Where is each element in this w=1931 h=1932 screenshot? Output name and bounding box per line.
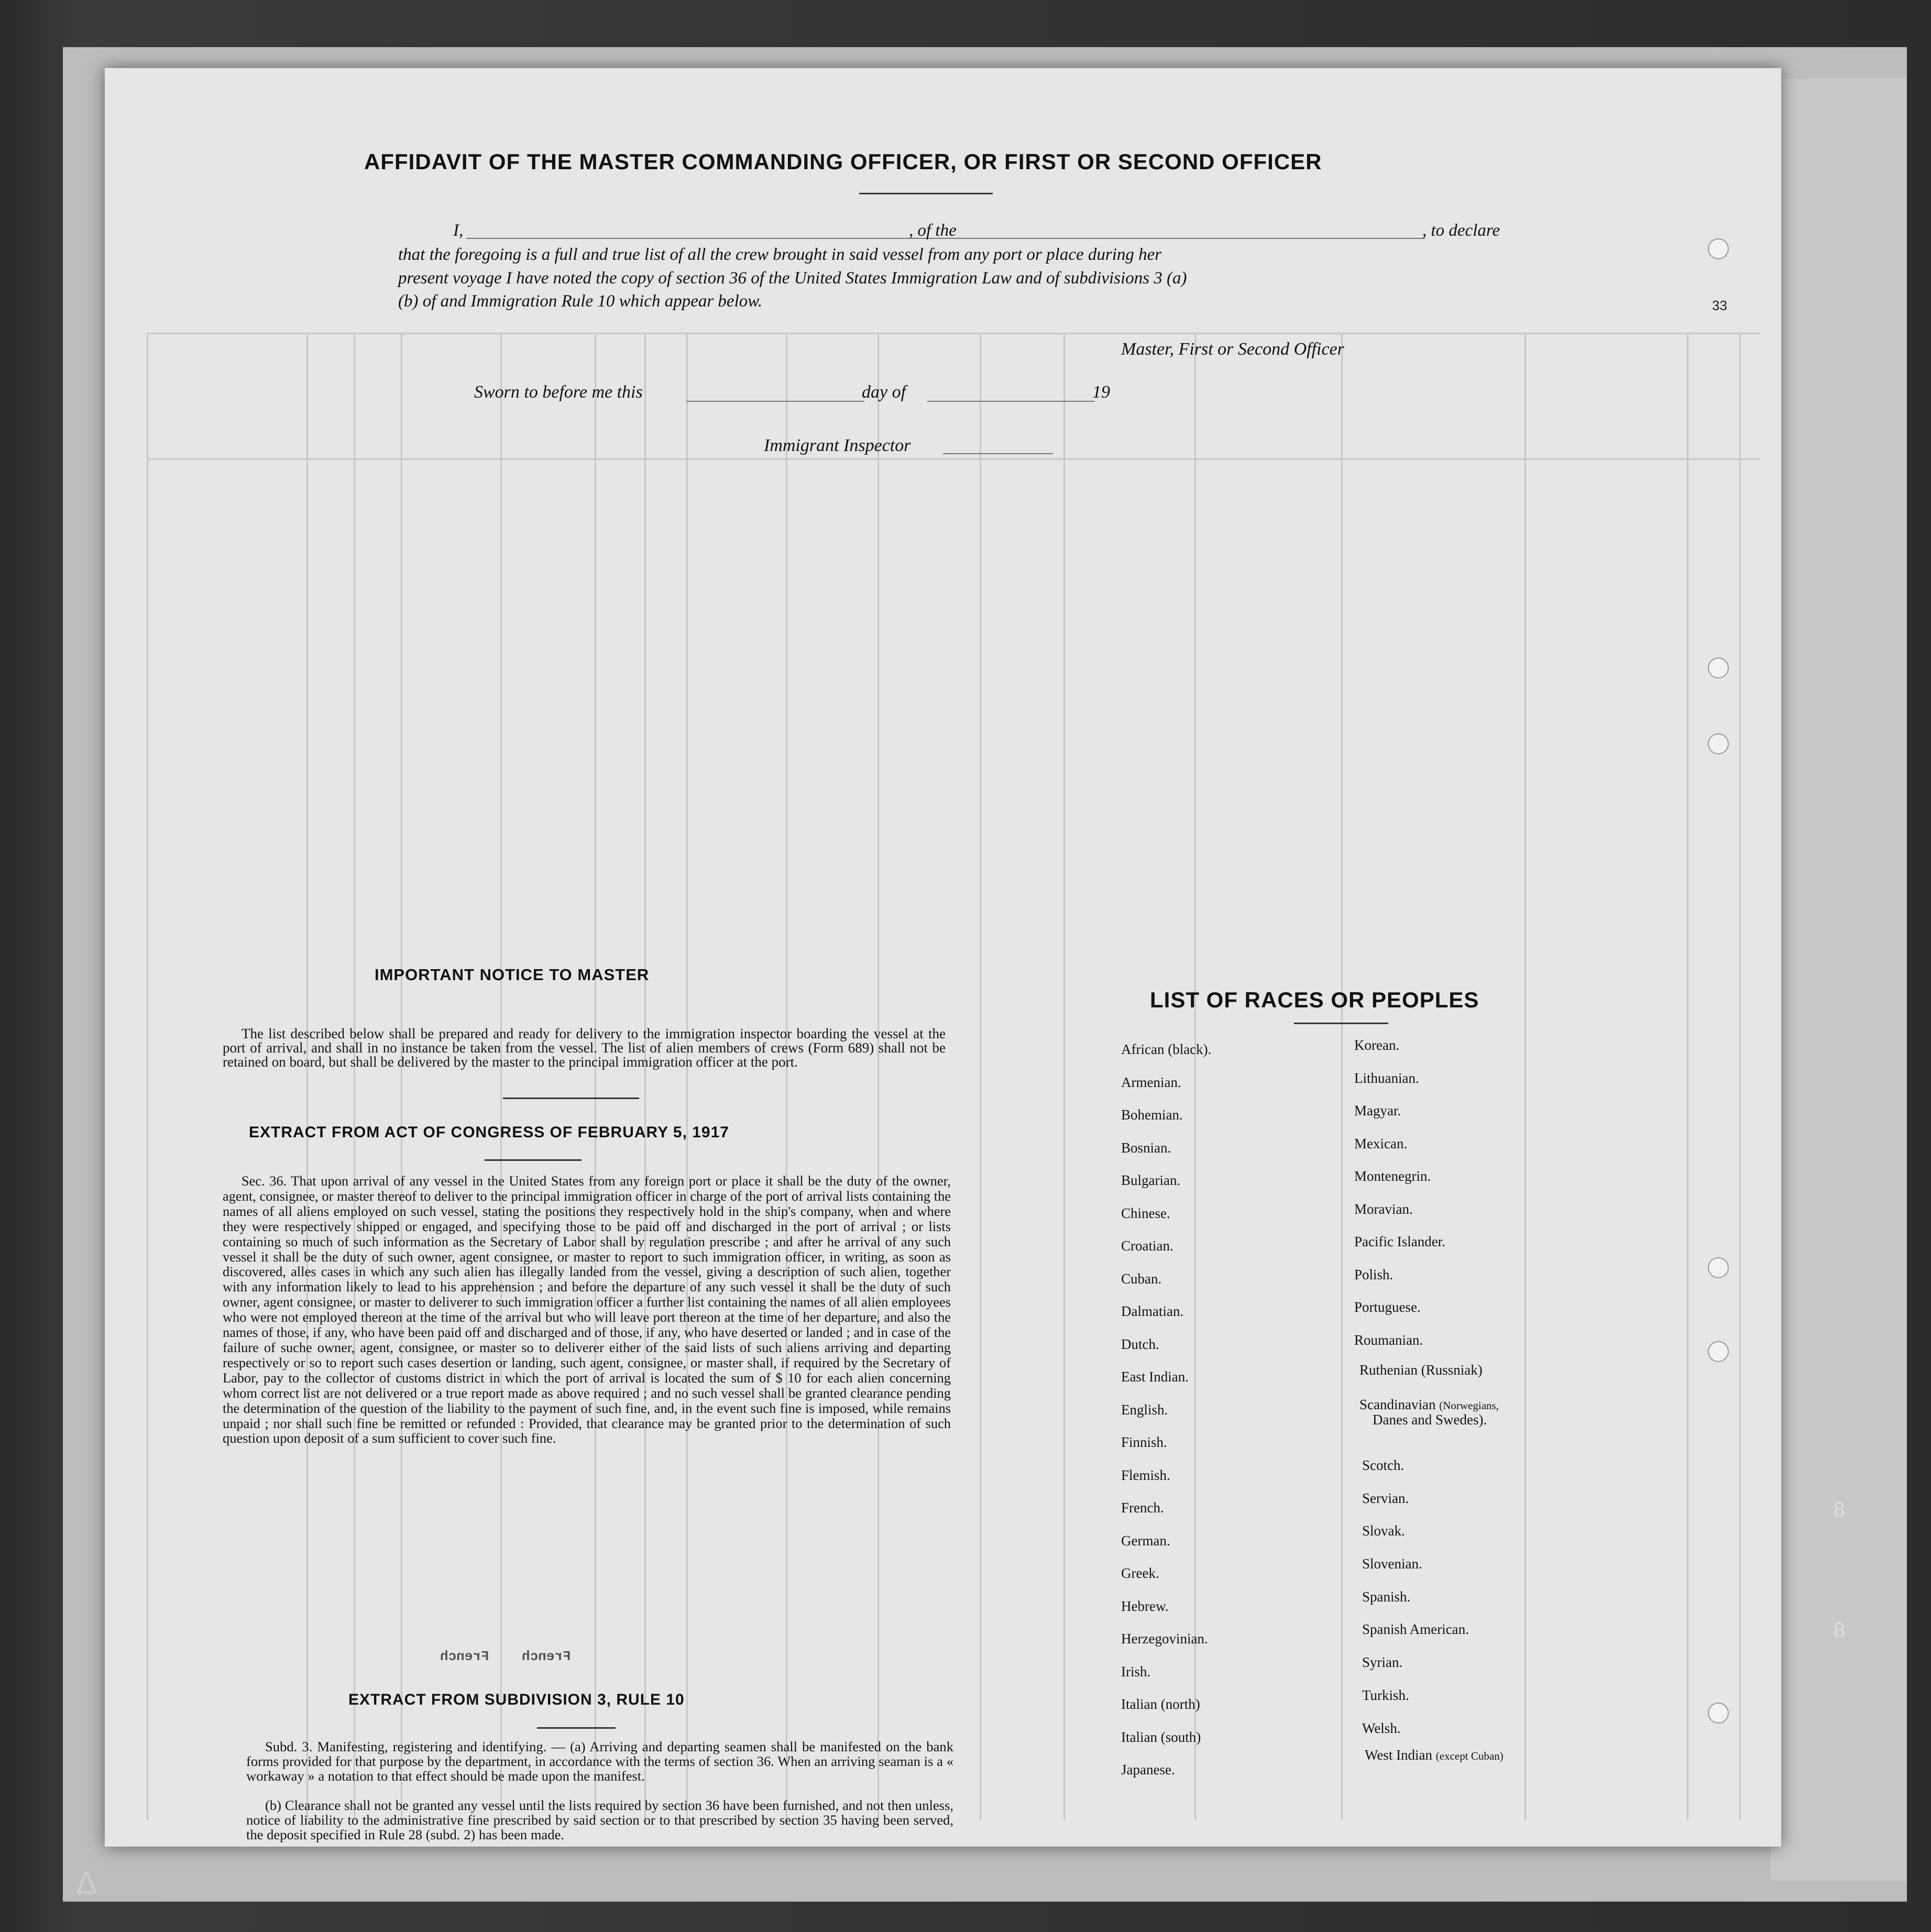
page-number: 33 xyxy=(1712,298,1727,313)
race-col2b-7: Turkish. xyxy=(1362,1687,1409,1703)
affidavit-of-the: , of the xyxy=(909,221,957,240)
act-underline xyxy=(485,1159,582,1161)
typed-stamp-mark: French French xyxy=(440,1649,571,1664)
race-col1-4: Bulgarian. xyxy=(1121,1172,1181,1188)
binder-hole xyxy=(1708,1257,1729,1278)
race-col1-14: French. xyxy=(1121,1500,1164,1516)
rule-body-b: (b) Clearance shall not be granted any vessel until the lists required by section 36 have been furnished, and not then unless, notice of liability to the administrative fine prescribed by said section or to that prescribed by section 35 having been served, the deposit specified in Rule 28 (subd. 2) has been made. xyxy=(246,1797,953,1842)
race-col2b-5: Spanish American. xyxy=(1362,1621,1469,1637)
race-col1-11: English. xyxy=(1121,1401,1168,1418)
binder-hole xyxy=(1708,657,1729,678)
race-col1-16: Greek. xyxy=(1121,1565,1159,1581)
race-col1-8: Dalmatian. xyxy=(1121,1303,1184,1319)
inspector-blank xyxy=(943,453,1053,454)
race-col2-1: Lithuanian. xyxy=(1354,1070,1419,1086)
race-col1-0: African (black). xyxy=(1121,1041,1212,1057)
affidavit-title: AFFIDAVIT OF THE MASTER COMMANDING OFFICER, OR FIRST OR SECOND OFFICER xyxy=(364,149,1322,174)
race-col1-22: Japanese. xyxy=(1121,1762,1175,1777)
affidavit-i: I, xyxy=(453,221,464,240)
races-underline xyxy=(1294,1023,1388,1024)
race-col1-6: Croatian. xyxy=(1121,1238,1173,1254)
rule-body-a: Subd. 3. Manifesting, registering and identifying. — (a) Arriving and departing seamen shall be manifested on the bank forms provided for that purpose by the department, in accordance with the terms of section 36. When an arriving seaman is a « workaway » a notation to that effect should be made upon the manifest. xyxy=(246,1739,953,1784)
race-col1-15: German. xyxy=(1121,1532,1170,1549)
race-col2-2: Magyar. xyxy=(1354,1103,1401,1118)
race-col1-17: Hebrew. xyxy=(1121,1598,1169,1614)
race-col1-19: Irish. xyxy=(1121,1663,1151,1679)
race-col1-21: Italian (south) xyxy=(1121,1729,1201,1745)
race-scandinavian xyxy=(1359,1397,1499,1413)
tick-mark: 8 xyxy=(1834,1619,1846,1642)
affidavit-line-2: that the foregoing is a full and true list of all the crew brought in said vessel from any port or place during her xyxy=(398,245,1162,264)
race-ruthenian: Ruthenian (Russniak) xyxy=(1359,1362,1483,1378)
triangle-mark: Δ xyxy=(76,1865,97,1901)
vessel-blank xyxy=(980,238,1425,239)
year-prefix: 19 xyxy=(1092,382,1110,402)
race-col1-9: Dutch. xyxy=(1121,1336,1159,1352)
notice-body: The list described below shall be prepared and ready for delivery to the immigration inspector boarding the vessel at the port of arrival, and shall in no instance be taken from the vessel. The list of alien members of crews (Form 689) shall not be retained on board, but shall be delivered by the master to the principal immigration officer at the port. xyxy=(223,1026,946,1070)
affidavit-to-declare: , to declare xyxy=(1422,221,1500,240)
race-col2b-3: Slovenian. xyxy=(1362,1556,1422,1572)
race-col1-10: East Indian. xyxy=(1121,1369,1189,1385)
race-col2b-0: Scotch. xyxy=(1362,1457,1405,1473)
race-col2b-2: Slovak. xyxy=(1362,1523,1405,1539)
binder-hole xyxy=(1708,1703,1729,1724)
sworn-day-blank xyxy=(686,401,864,402)
race-col2-4: Montenegrin. xyxy=(1354,1168,1431,1184)
race-col2b-6: Syrian. xyxy=(1362,1654,1403,1670)
race-col2-5: Moravian. xyxy=(1354,1201,1413,1217)
rule-heading: EXTRACT FROM SUBDIVISION 3, RULE 10 xyxy=(348,1691,685,1708)
day-of-label: day of xyxy=(862,382,906,402)
sworn-label: Sworn to before me this xyxy=(474,382,643,402)
race-col2b-4: Spanish. xyxy=(1362,1589,1411,1605)
affidavit-line-3: present voyage I have noted the copy of section 36 of the United States Immigration Law and of subdivisions 3 (a) xyxy=(398,269,1187,288)
race-col2-0: Korean. xyxy=(1354,1037,1400,1053)
underlying-sheet-edge xyxy=(1771,79,1907,1881)
race-col2b-8: Welsh. xyxy=(1362,1720,1401,1736)
master-signature-label: Master, First or Second Officer xyxy=(1121,339,1344,359)
tick-mark: 8 xyxy=(1834,1498,1846,1521)
race-col2-6: Pacific Islander. xyxy=(1354,1234,1445,1249)
race-west-indian xyxy=(1365,1747,1504,1763)
race-scandinavian-note-2: Danes and Swedes). xyxy=(1373,1412,1487,1428)
race-col1-18: Herzegovinian. xyxy=(1121,1631,1208,1646)
race-scandinavian-label: Scandinavian xyxy=(1359,1397,1436,1412)
act-heading: EXTRACT FROM ACT OF CONGRESS OF FEBRUARY 5, 1917 xyxy=(249,1124,729,1141)
race-col1-13: Flemish. xyxy=(1121,1467,1170,1483)
race-col1-2: Bohemian. xyxy=(1121,1107,1183,1123)
race-col1-12: Finnish. xyxy=(1121,1434,1167,1450)
race-col1-20: Italian (north) xyxy=(1121,1696,1200,1712)
race-col2-9: Roumanian. xyxy=(1354,1332,1423,1348)
binder-hole xyxy=(1708,733,1729,754)
race-col1-5: Chinese. xyxy=(1121,1205,1170,1221)
affidavit-page xyxy=(105,68,1781,1847)
race-col2-7: Polish. xyxy=(1354,1266,1394,1282)
race-west-indian-note: (except Cuban) xyxy=(1435,1750,1504,1762)
notice-heading: IMPORTANT NOTICE TO MASTER xyxy=(375,965,650,984)
races-heading: LIST OF RACES OR PEOPLES xyxy=(1150,987,1479,1012)
binder-hole xyxy=(1708,1341,1729,1362)
binder-hole xyxy=(1708,238,1729,259)
act-body: Sec. 36. That upon arrival of any vessel in the United States from any foreign port or place it shall be the duty of the owner, agent, consignee, or master thereof to deliver to the principal immigration officer in charge of the port of arrival lists containing the names of all aliens employed on such vessel, stating the positions they respectively hold in the ship's company, when and where they were respectively shipped or engaged, and specifying those to be paid off and discharged in the port of arrival ; or lists containing so much of such information as the Secretary of Labor shall by regulation prescribe ; and after he arrival of any such vessel it shall be the duty of such owner, agent consignee, or master to report to such immigration officer, in writing, as soon as discovered, alles cases in which any such alien has illegally landed from the vessel, giving a description of such alien, together with any information likely to lead to his apprehension ; and before the departure of any such vessel it shall be the duty of such owner, agent consignee, or master to deliverer to such immigration officer a further list containing the names of all alien employees who were not employed thereon at the time of the arrival but who will leave port thereon at the time of her departure, and also the names of those, if any, who have been paid off and discharged and of those, if any, who have deserted or landed ; and in case of the failure of suche owner, agent, consignee, or master so to deliverer either of the said lists of such aliens arriving and departing respectively or so to report such cases desertion or landing, such agent, consignee, or master shall, if required by the Secretary of Labor, pay to the collector of customs district in which the port of arrival is located the sum of $ 10 for each alien concerning whom correct list are not delivered or a true report made as above required ; and no such vessel shall be granted clearance pending the determination of the question of the liability to the payment of such fine, and, in the event such fine is imposed, while remains unpaid ; nor shall such fine be remitted or refunded : Provided, that clearance may be granted prior to the determination of such question upon deposit of a sum sufficient to cover such fine. xyxy=(223,1173,951,1446)
race-scandinavian-note: (Norwegians, xyxy=(1439,1399,1499,1412)
race-col1-3: Bosnian. xyxy=(1121,1139,1171,1156)
race-col1-1: Armenian. xyxy=(1121,1074,1181,1090)
race-col2-8: Portuguese. xyxy=(1354,1299,1421,1315)
inspector-label: Immigrant Inspector xyxy=(764,436,911,455)
race-col1-7: Cuban. xyxy=(1121,1270,1162,1287)
month-blank xyxy=(927,401,1095,402)
race-col2b-1: Servian. xyxy=(1362,1490,1409,1506)
rule-underline xyxy=(537,1727,616,1729)
notice-underline xyxy=(503,1097,639,1099)
race-col2-3: Mexican. xyxy=(1354,1135,1408,1151)
title-underline xyxy=(859,193,993,194)
race-west-indian-label: West Indian xyxy=(1365,1747,1433,1763)
affidavit-line-4: (b) of and Immigration Rule 10 which appear below. xyxy=(398,292,763,311)
